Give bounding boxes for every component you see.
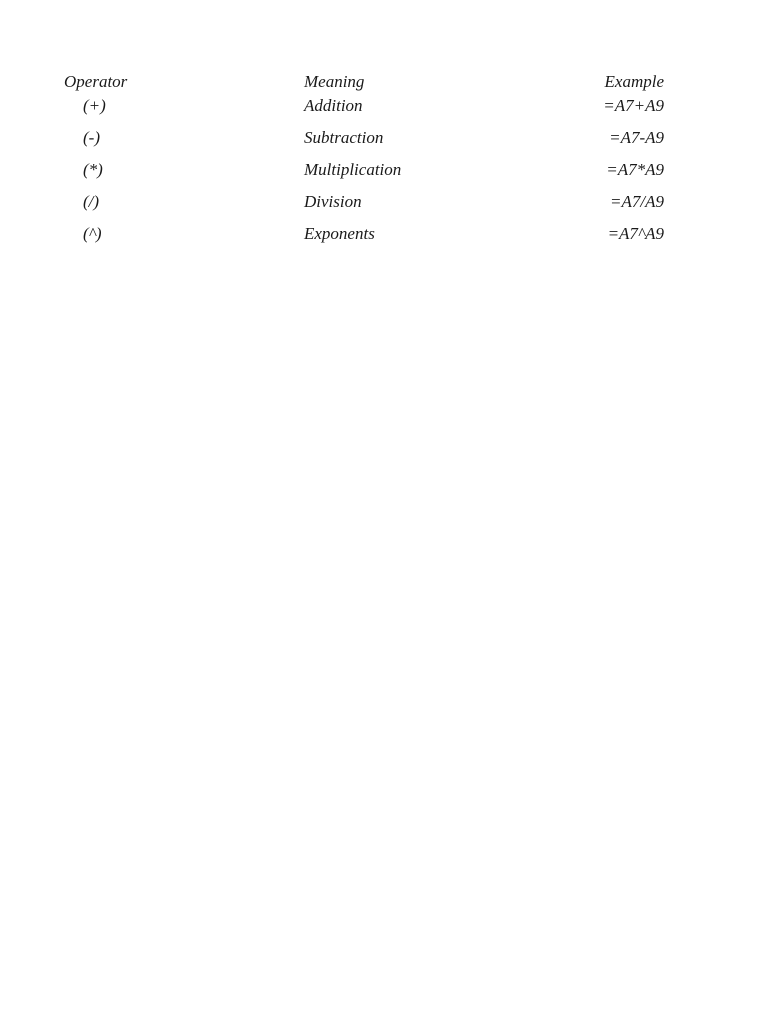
table-header-row: [64, 70, 664, 94]
operator-table: [64, 70, 664, 254]
example-cell: =A7/A9: [610, 192, 664, 211]
table-row: [64, 190, 664, 222]
meaning-cell: Subtraction: [304, 128, 384, 147]
table-row: [64, 222, 664, 254]
meaning-cell: Multiplication: [304, 160, 402, 179]
table-row: [64, 158, 664, 190]
table-row: [64, 126, 664, 158]
operator-cell: (+): [83, 96, 106, 115]
meaning-cell: Exponents: [304, 224, 375, 243]
operator-cell: (*): [83, 160, 103, 179]
meaning-cell: Division: [304, 192, 362, 211]
meaning-cell: Addition: [304, 96, 363, 115]
header-operator: Operator: [64, 72, 128, 91]
header-meaning: Meaning: [304, 72, 365, 91]
table-row: [64, 94, 664, 126]
operator-cell: (-): [83, 128, 100, 147]
operator-cell: (^): [83, 224, 102, 243]
operator-cell: (/): [83, 192, 100, 211]
example-cell: =A7+A9: [603, 96, 664, 115]
example-cell: =A7^A9: [607, 224, 664, 243]
header-example: Example: [604, 72, 664, 91]
example-cell: =A7*A9: [606, 160, 664, 179]
example-cell: =A7-A9: [609, 128, 664, 147]
